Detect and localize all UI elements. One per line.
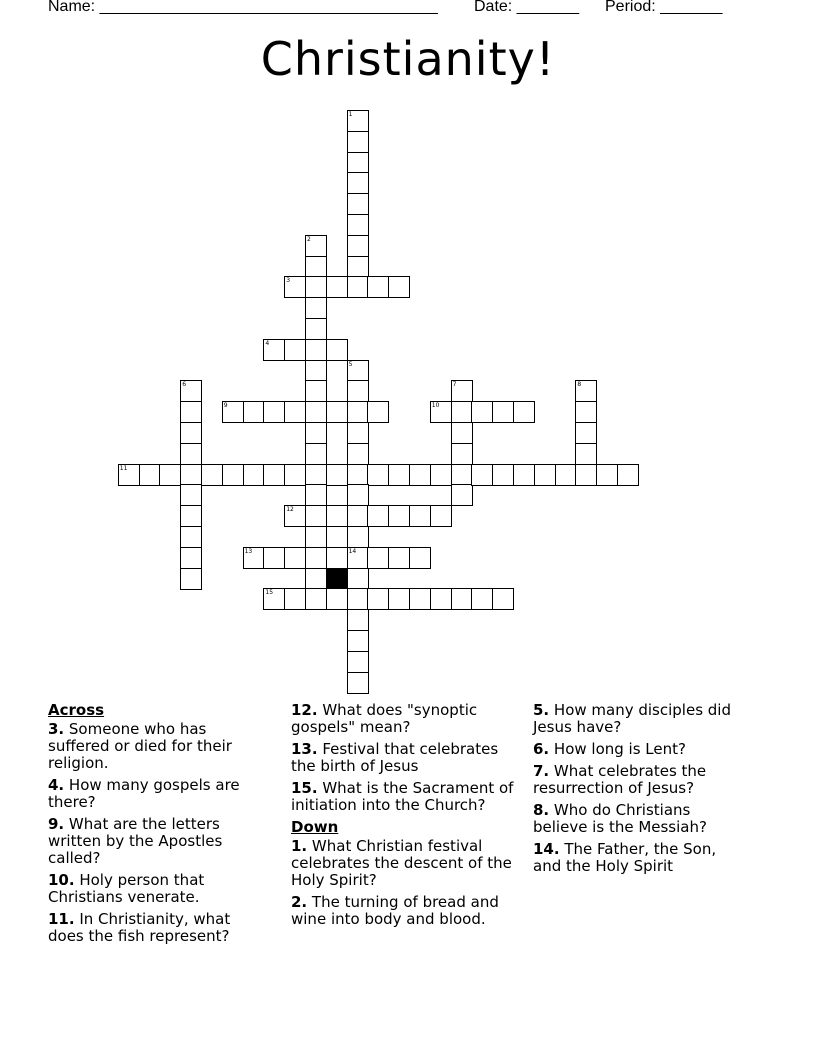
crossword-cell[interactable]: [326, 339, 348, 361]
crossword-cell[interactable]: [305, 505, 327, 527]
crossword-cell[interactable]: [388, 588, 410, 610]
crossword-cell[interactable]: [326, 464, 348, 486]
clue-number: 6.: [533, 740, 550, 758]
crossword-cell[interactable]: [347, 568, 369, 590]
crossword-cell[interactable]: [326, 588, 348, 610]
crossword-cell[interactable]: [430, 464, 452, 486]
clue-item: [48, 872, 263, 906]
crossword-cell[interactable]: [180, 443, 202, 465]
crossword-cell[interactable]: [305, 422, 327, 444]
crossword-cell[interactable]: [367, 464, 389, 486]
clue-item: [291, 838, 526, 889]
clue-item: [291, 780, 526, 814]
crossword-cell[interactable]: [326, 505, 348, 527]
crossword-cell[interactable]: [263, 588, 285, 610]
clue-number: 12.: [291, 701, 318, 719]
clue-number-label: 7: [452, 381, 457, 389]
clue-text: How long is Lent?: [549, 740, 686, 758]
crossword-cell[interactable]: [471, 401, 493, 423]
clue-text: The Father, the Son, and the Holy Spirit: [533, 840, 717, 875]
crossword-cell[interactable]: [347, 651, 369, 673]
crossword-cell[interactable]: [409, 588, 431, 610]
clue-number-label: 4: [265, 339, 270, 347]
crossword-cell[interactable]: [347, 484, 369, 506]
clue-item: [291, 894, 526, 928]
clue-number: 1.: [291, 837, 308, 855]
date-field[interactable]: Date: _______: [474, 0, 579, 15]
clue-number-label: 12: [286, 506, 294, 514]
clue-text: Who do Christians believe is the Messiah?: [533, 801, 707, 836]
crossword-cell[interactable]: [305, 568, 327, 590]
clue-column-3: [533, 702, 748, 880]
crossword-cell[interactable]: [388, 547, 410, 569]
crossword-cell[interactable]: [263, 401, 285, 423]
crossword-cell[interactable]: [347, 360, 369, 382]
clue-text: Festival that celebrates the birth of Jesus: [291, 740, 499, 775]
crossword-cell[interactable]: [180, 464, 202, 486]
crossword-cell[interactable]: [180, 505, 202, 527]
clue-item: [291, 741, 526, 775]
clue-number: 14.: [533, 840, 560, 858]
crossword-cell[interactable]: [201, 464, 223, 486]
crossword-cell[interactable]: [471, 464, 493, 486]
crossword-cell[interactable]: [471, 588, 493, 610]
clue-item: [533, 741, 748, 758]
crossword-cell[interactable]: [347, 193, 369, 215]
crossword-cell[interactable]: [284, 505, 306, 527]
crossword-cell[interactable]: [305, 401, 327, 423]
crossword-cell[interactable]: [347, 464, 369, 486]
crossword-cell[interactable]: [575, 422, 597, 444]
clue-number: 9.: [48, 815, 65, 833]
crossword-cell[interactable]: [118, 464, 140, 486]
clue-number-label: 13: [244, 547, 253, 555]
crossword-cell[interactable]: [367, 547, 389, 569]
crossword-cell[interactable]: [284, 464, 306, 486]
crossword-cell[interactable]: [180, 422, 202, 444]
clue-item: [48, 777, 263, 811]
clue-number-label: 10: [431, 402, 440, 410]
crossword-cell[interactable]: [180, 547, 202, 569]
crossword-cell[interactable]: [555, 464, 577, 486]
clue-text: What Christian festival celebrates the descent of the Holy Spirit?: [291, 837, 512, 889]
crossword-cell[interactable]: [180, 526, 202, 548]
crossword-cell[interactable]: [347, 380, 369, 402]
clue-text: What celebrates the resurrection of Jesus?: [533, 762, 707, 797]
page-title: Christianity!: [260, 32, 556, 86]
crossword-cell[interactable]: [409, 547, 431, 569]
crossword-cell[interactable]: [513, 464, 535, 486]
crossword-cell[interactable]: [305, 339, 327, 361]
crossword-cell[interactable]: [305, 443, 327, 465]
crossword-cell[interactable]: [575, 380, 597, 402]
crossword-cell[interactable]: [347, 131, 369, 153]
crossword-cell[interactable]: [347, 588, 369, 610]
crossword-cell[interactable]: [180, 568, 202, 590]
crossword-cell[interactable]: [409, 505, 431, 527]
crossword-cell[interactable]: [305, 464, 327, 486]
crossword-cell[interactable]: [347, 526, 369, 548]
clue-number: 11.: [48, 910, 75, 928]
crossword-cell[interactable]: [326, 401, 348, 423]
crossword-cell[interactable]: [492, 401, 514, 423]
crossword-cell[interactable]: [284, 401, 306, 423]
clue-number: 2.: [291, 893, 308, 911]
clue-text: In Christianity, what does the fish represent?: [48, 910, 231, 945]
crossword-cell[interactable]: [347, 505, 369, 527]
clue-number-label: 1: [348, 111, 353, 118]
clue-number-label: 14: [348, 547, 357, 555]
crossword-cell[interactable]: [347, 443, 369, 465]
clue-text: Someone who has suffered or died for their religion.: [48, 720, 232, 772]
crossword-cell[interactable]: [617, 464, 639, 486]
crossword-cell[interactable]: [305, 256, 327, 278]
crossword-cell[interactable]: [305, 276, 327, 298]
crossword-cell[interactable]: [367, 588, 389, 610]
crossword-cell[interactable]: [326, 547, 348, 569]
crossword-cell[interactable]: [263, 547, 285, 569]
clue-number: 15.: [291, 779, 318, 797]
clue-text: What are the letters written by the Apostles called?: [48, 815, 223, 867]
clue-number: 5.: [533, 701, 550, 719]
crossword-cell[interactable]: [284, 339, 306, 361]
crossword-cell[interactable]: [409, 464, 431, 486]
crossword-cell[interactable]: [305, 318, 327, 340]
crossword-cell[interactable]: [492, 464, 514, 486]
crossword-cell[interactable]: [451, 484, 473, 506]
clue-number-label: 9: [223, 402, 228, 410]
clue-column-1: [48, 702, 263, 950]
name-field[interactable]: Name: ______________________________________: [48, 0, 438, 15]
crossword-cell[interactable]: [451, 588, 473, 610]
crossword-cell[interactable]: [347, 256, 369, 278]
crossword-cell[interactable]: [347, 609, 369, 631]
crossword-cell[interactable]: [430, 401, 452, 423]
crossword-cell[interactable]: [347, 401, 369, 423]
crossword-cell[interactable]: [347, 110, 369, 132]
crossword-cell[interactable]: [430, 505, 452, 527]
clue-item: [291, 702, 526, 736]
crossword-cell[interactable]: [367, 401, 389, 423]
worksheet-header: [48, 0, 768, 18]
crossword-cell[interactable]: [451, 380, 473, 402]
clue-number: 7.: [533, 762, 550, 780]
crossword-cell[interactable]: [347, 172, 369, 194]
crossword-cell[interactable]: [305, 380, 327, 402]
crossword-cell[interactable]: [305, 235, 327, 257]
crossword-cell[interactable]: [326, 276, 348, 298]
crossword-cell[interactable]: [513, 401, 535, 423]
crossword-cell[interactable]: [451, 464, 473, 486]
crossword-cell[interactable]: [305, 588, 327, 610]
crossword-cell[interactable]: [388, 464, 410, 486]
crossword-cell[interactable]: [367, 276, 389, 298]
clue-item: [533, 841, 748, 875]
crossword-cell[interactable]: [305, 547, 327, 569]
crossword-cell[interactable]: [451, 422, 473, 444]
clue-item: [533, 702, 748, 736]
crossword-cell[interactable]: [347, 422, 369, 444]
crossword-cell[interactable]: [243, 464, 265, 486]
crossword-cell[interactable]: [451, 443, 473, 465]
clue-number-label: 8: [577, 381, 582, 389]
crossword-cell[interactable]: [222, 464, 244, 486]
crossword-cell[interactable]: [222, 401, 244, 423]
period-field[interactable]: Period: _______: [605, 0, 723, 15]
crossword-cell[interactable]: [575, 443, 597, 465]
crossword-cell[interactable]: [388, 276, 410, 298]
clue-number: 8.: [533, 801, 550, 819]
clue-item: [533, 802, 748, 836]
crossword-cell[interactable]: [243, 401, 265, 423]
crossword-cell[interactable]: [347, 630, 369, 652]
clue-number-label: 6: [182, 381, 187, 389]
crossword-cell[interactable]: [139, 464, 161, 486]
crossword-cell[interactable]: [575, 401, 597, 423]
crossword-cell[interactable]: [305, 526, 327, 548]
clue-text: What is the Sacrament of initiation into the Church?: [291, 779, 514, 814]
crossword-cell[interactable]: [575, 464, 597, 486]
clue-item: [48, 911, 263, 945]
crossword-cell[interactable]: [347, 547, 369, 569]
clue-number-label: 11: [119, 464, 128, 472]
clue-number: 4.: [48, 776, 65, 794]
clue-item: [48, 721, 263, 772]
crossword-cell[interactable]: [305, 297, 327, 319]
crossword-cell[interactable]: [159, 464, 181, 486]
crossword-black-cell: [326, 568, 348, 590]
clue-text: Holy person that Christians venerate.: [48, 871, 205, 906]
clue-number-label: 15: [265, 589, 274, 597]
crossword-cell[interactable]: [347, 235, 369, 257]
crossword-cell[interactable]: [347, 214, 369, 236]
crossword-cell[interactable]: [305, 360, 327, 382]
clue-number-label: 5: [348, 360, 353, 368]
crossword-cell[interactable]: [284, 588, 306, 610]
clue-text: The turning of bread and wine into body and blood.: [291, 893, 499, 928]
crossword-cell[interactable]: [347, 276, 369, 298]
clue-column-2: [291, 702, 526, 933]
crossword-cell[interactable]: [388, 505, 410, 527]
crossword-cell[interactable]: [284, 276, 306, 298]
crossword-cell[interactable]: [347, 152, 369, 174]
clue-item: [48, 816, 263, 867]
clue-text: How many gospels are there?: [48, 776, 240, 811]
crossword-cell[interactable]: [284, 547, 306, 569]
clue-text: What does "synoptic gospels" mean?: [291, 701, 478, 736]
crossword-cell[interactable]: [305, 484, 327, 506]
crossword-cell[interactable]: [367, 505, 389, 527]
clue-number: 10.: [48, 871, 75, 889]
crossword-cell[interactable]: [430, 588, 452, 610]
clue-number: 3.: [48, 720, 65, 738]
crossword-cell[interactable]: [347, 672, 369, 694]
crossword-cell[interactable]: [492, 588, 514, 610]
clue-number-label: 2: [307, 235, 311, 243]
crossword-cell[interactable]: [534, 464, 556, 486]
crossword-cell[interactable]: [180, 401, 202, 423]
clue-section-heading: Down: [291, 818, 339, 836]
crossword-cell[interactable]: [180, 484, 202, 506]
clue-item: [533, 763, 748, 797]
clue-number-label: 3: [286, 277, 291, 285]
clue-text: How many disciples did Jesus have?: [533, 701, 731, 736]
clue-section-heading: Across: [48, 701, 105, 719]
crossword-cell[interactable]: [263, 339, 285, 361]
crossword-cell[interactable]: [596, 464, 618, 486]
crossword-cell[interactable]: [180, 380, 202, 402]
crossword-cell[interactable]: [263, 464, 285, 486]
clue-number: 13.: [291, 740, 318, 758]
crossword-cell[interactable]: [243, 547, 265, 569]
crossword-cell[interactable]: [451, 401, 473, 423]
